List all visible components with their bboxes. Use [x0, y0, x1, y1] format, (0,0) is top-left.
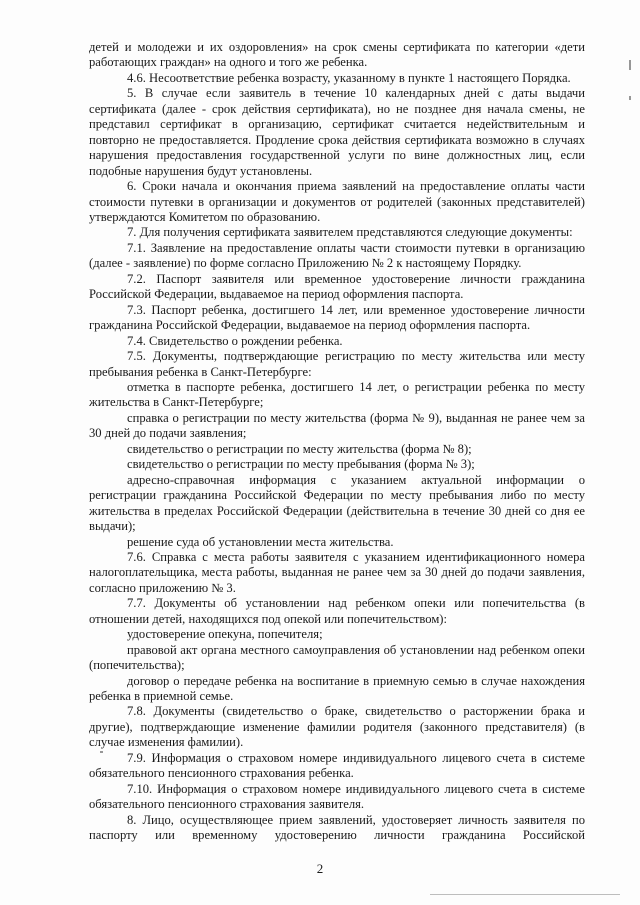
- paragraph: отметка в паспорте ребенка, достигшего 14 лет, о регистрации ребенка по месту жительства в Санкт-Петербурге;: [89, 379, 585, 410]
- paragraph: свидетельство о регистрации по месту пребывания (форма № 3);: [127, 457, 475, 472]
- paragraph: решение суда об установлении места жительства.: [127, 534, 394, 549]
- paragraph: детей и молодежи и их оздоровления» на срок смены сертификата по категории «дети работающих граждан» на одного и того же ребенка.: [89, 40, 585, 70]
- paragraph: адресно-справочная информация с указанием актуальной информации о регистрации гражданина Российской Федерации по месту пребывания либо по месту жительства в пределах Российской Федерации (действительна в течение 30 дней со дня ее выдачи);: [89, 472, 585, 534]
- paragraph: 7.8. Документы (свидетельство о браке, свидетельство о расторжении брака и другие), подтверждающие изменение фамилии родителя (законного представителя) (в случае изменения фамилии).: [89, 704, 585, 750]
- paragraph: 5. В случае если заявитель в течение 10 календарных дней с даты выдачи сертификата (далее - срок действия сертификата), но не позднее дня начала смены, не представил сертификат в организацию, сертификат считается недействительным и повторно не предоставляется. Продление срока действия сертификата возможно в случаях нарушения предоставления государственной услуги по вине должностных лиц, если подобные нарушения будут установлены.: [89, 86, 585, 178]
- page-number: 2: [316, 861, 324, 876]
- paragraph: свидетельство о регистрации по месту жительства (форма № 8);: [127, 441, 472, 456]
- scan-artifact: [629, 60, 631, 70]
- paragraph: 7.4. Свидетельство о рождении ребенка.: [127, 333, 343, 348]
- paragraph: 7.5. Документы, подтверждающие регистрацию по месту жительства или месту пребывания ребенка в Санкт-Петербурге:: [89, 349, 585, 379]
- scan-artifact: [430, 894, 620, 895]
- paragraph: договор о передаче ребенка на воспитание в приемную семью в случае нахождения ребенка в приемной семье.: [89, 673, 585, 704]
- paragraph: 7.3. Паспорт ребенка, достигшего 14 лет, или временное удостоверение личности гражданина Российской Федерации, выдаваемое на период оформления паспорта.: [89, 302, 585, 333]
- paragraph: 7.10. Информация о страховом номере индивидуального лицевого счета в системе обязательного пенсионного страхования заявителя.: [89, 781, 585, 812]
- paragraph: правовой акт органа местного самоуправления об установлении над ребенком опеки (попечительства);: [89, 642, 585, 673]
- paragraph: 7. Для получения сертификата заявителем представляются следующие документы:: [127, 225, 573, 240]
- scan-artifact: [100, 751, 103, 753]
- paragraph: 7.7. Документы об установлении над ребенком опеки или попечительства (в отношении детей, находящихся под опекой или попечительством):: [89, 596, 585, 626]
- document-body: [89, 40, 585, 844]
- paragraph: 7.1. Заявление на предоставление оплаты части стоимости путевки в организацию (далее - заявление) по форме согласно Приложению № 2 к настоящему Порядку.: [89, 240, 585, 271]
- paragraph: справка о регистрации по месту жительства (форма № 9), выданная не ранее чем за 30 дней до подачи заявления;: [89, 410, 585, 441]
- scan-artifact: [629, 96, 631, 100]
- paragraph: 6. Сроки начала и окончания приема заявлений на предоставление оплаты части стоимости путевки в организации и документов от родителей (законных представителей) утверждаются Комитетом по образованию.: [89, 179, 585, 224]
- paragraph: 7.9. Информация о страховом номере индивидуального лицевого счета в системе обязательного пенсионного страхования ребенка.: [89, 750, 585, 781]
- paragraph: 7.2. Паспорт заявителя или временное удостоверение личности гражданина Российской Федерации, выдаваемое на период оформления паспорта.: [89, 271, 585, 302]
- paragraph: 4.6. Несоответствие ребенка возрасту, указанному в пункте 1 настоящего Порядка.: [127, 70, 571, 85]
- paragraph: 7.6. Справка с места работы заявителя с указанием идентификационного номера налогоплательщика, места работы, выданная не ранее чем за 30 дней до подачи заявления, согласно приложению № 3.: [89, 549, 585, 595]
- paragraph: 8. Лицо, осуществляющее прием заявлений, удостоверяет личность заявителя по паспорту или временному удостоверению личности гражданина Российской: [89, 812, 585, 843]
- paragraph: удостоверение опекуна, попечителя;: [127, 627, 323, 642]
